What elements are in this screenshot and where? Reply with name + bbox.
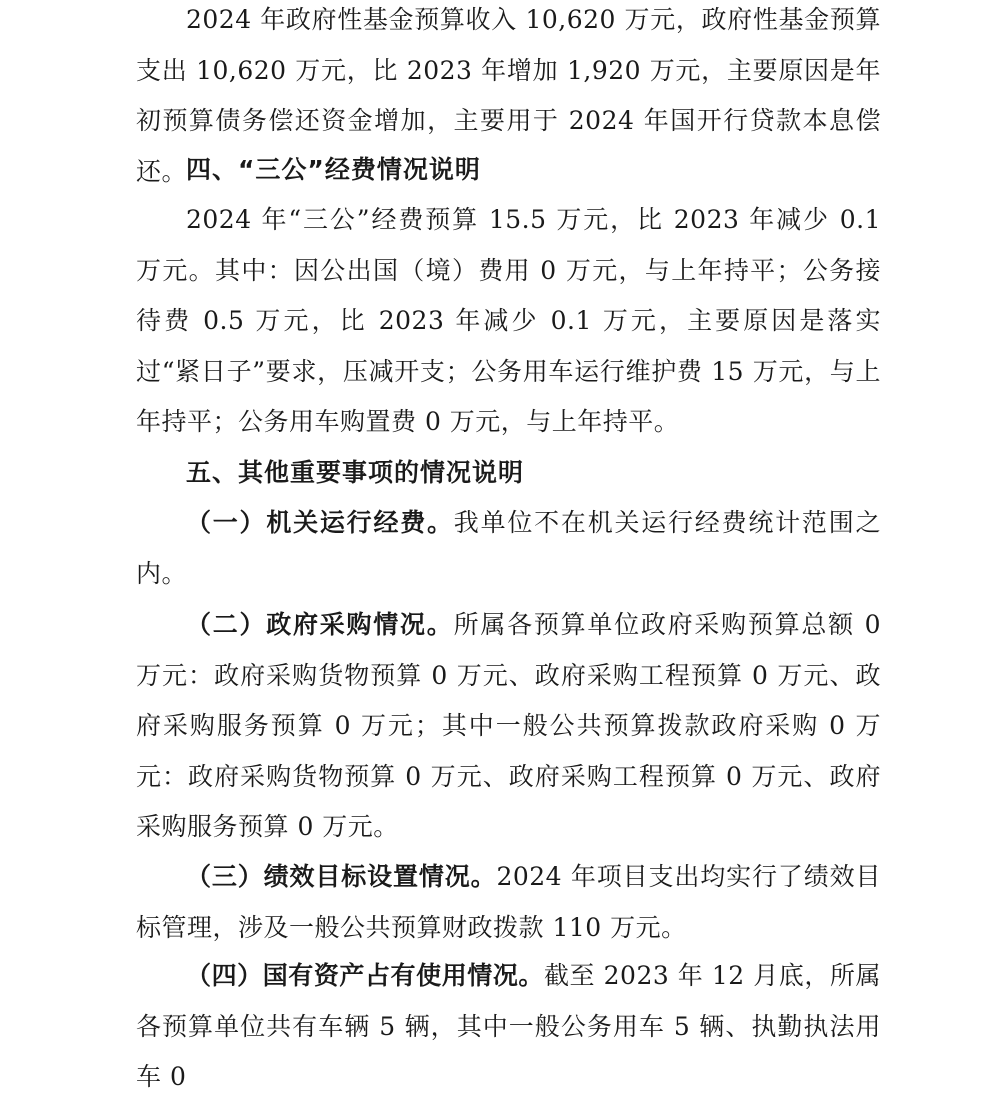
item-government-procurement-text: 所属各预算单位政府采购预算总额 0 万元：政府采购货物预算 0 万元、政府采购工程预算 0 万元、政府采购服务预算 0 万元；其中一般公共预算拨款政府采购 0 万元：政府采购货物预算 0 万元、政府采购工程预算 0 万元、政府采购服务预算 0 万元。 xyxy=(136,610,881,841)
item-agency-operating-expenses-title: （一）机关运行经费。 xyxy=(186,508,454,537)
item-state-owned-assets-text: 截至 2023 年 12 月底，所属各预算单位共有车辆 5 辆，其中一般公务用车 5 辆、执勤执法用车 0 xyxy=(136,961,881,1091)
item-agency-operating-expenses-text: 我单位不在机关运行经费统计范围之内。 xyxy=(136,508,881,588)
item-government-procurement xyxy=(136,600,881,853)
item-government-procurement-title: （二）政府采购情况。 xyxy=(186,610,454,639)
item-performance-targets-title: （三）绩效目标设置情况。 xyxy=(186,862,497,891)
item-state-owned-assets-title: （四）国有资产占有使用情况。 xyxy=(186,961,544,990)
item-agency-operating-expenses xyxy=(136,498,881,599)
paragraph-three-public-expenses-text: 2024 年“三公”经费预算 15.5 万元，比 2023 年减少 0.1 万元。其中：因公出国（境）费用 0 万元，与上年持平；公务接待费 0.5 万元，比 2023 年减少 0.1 万元，主要原因是落实过“紧日子”要求，压减开支；公务用车运行维护费 15 万元，与上年持平；公务用车购置费 0 万元，与上年持平。 xyxy=(136,205,881,436)
paragraph-three-public-expenses xyxy=(136,195,881,448)
item-performance-targets xyxy=(136,852,881,953)
section-heading-three-public-expenses: 四、“三公”经费情况说明 xyxy=(186,155,481,184)
paragraph-government-fund-text: 2024 年政府性基金预算收入 10,620 万元，政府性基金预算支出 10,620 万元，比 2023 年增加 1,920 万元，主要原因是年初预算债务偿还资金增加，主要用于 2024 年国开行贷款本息偿还。 xyxy=(136,5,881,186)
item-state-owned-assets xyxy=(136,951,881,1103)
section-heading-other-matters: 五、其他重要事项的情况说明 xyxy=(186,458,525,487)
item-performance-targets-text: 2024 年项目支出均实行了绩效目标管理，涉及一般公共预算财政拨款 110 万元。 xyxy=(136,862,881,942)
